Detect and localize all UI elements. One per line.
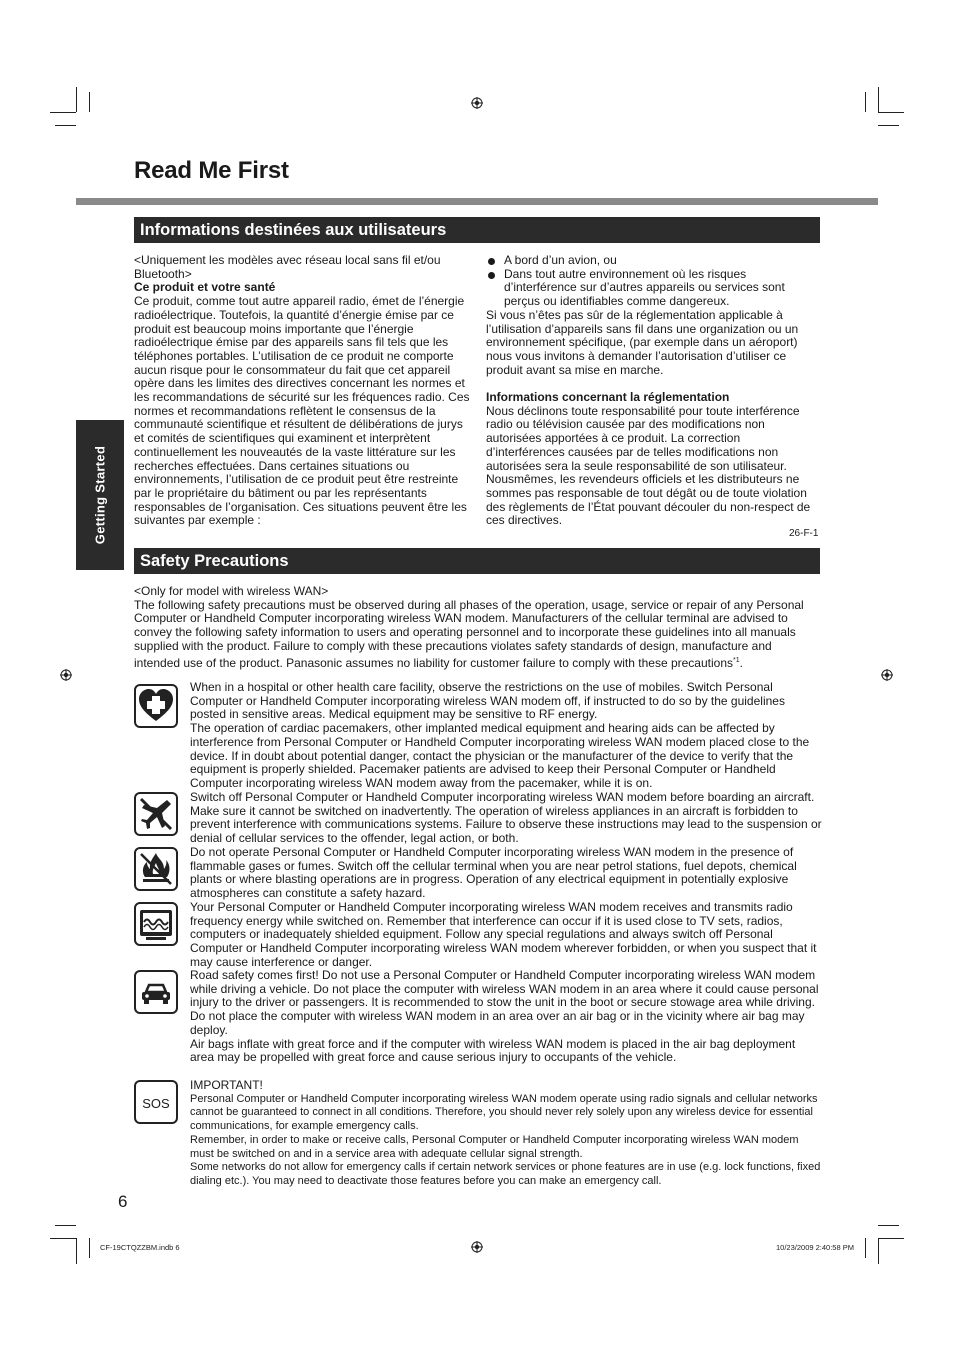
safety-item-road	[190, 969, 822, 1065]
safety-intro	[134, 585, 820, 670]
paragraph: Road safety comes first! Do not use a Personal Computer or Handheld Computer incorporating wireless WAN modem while driving a vehicle. Do not place the computer with wireless WAN modem in an area where it could cause personal injury to the driver or passengers. It is recommended to stow the unit in the boot or secure stowage area while driving.	[190, 968, 819, 1010]
crop-mark	[76, 87, 77, 112]
page-title: Read Me First	[134, 157, 289, 184]
section-heading: Safety Precautions	[140, 552, 289, 570]
registration-mark-icon	[471, 97, 483, 109]
crop-mark	[865, 92, 866, 112]
sos-icon	[134, 1080, 178, 1124]
intro-end: .	[739, 655, 743, 670]
bullet-item: Dans tout autre environnement où les risques d’interférence sur d’autres appareils ou services sont perçus ou identifiables comme dangereux.	[486, 268, 822, 309]
footer-file: CF-19CTQZZBM.indb 6	[100, 1243, 180, 1252]
crop-mark	[50, 112, 76, 113]
subheading: Ce produit et votre santé	[134, 280, 276, 295]
section-heading-bar	[134, 217, 820, 243]
registration-mark-icon	[60, 669, 72, 681]
crop-mark	[878, 125, 899, 126]
model-note: <Uniquement les modèles avec réseau local sans fil et/ou Bluetooth>	[134, 253, 441, 281]
crop-mark	[865, 1238, 866, 1258]
car-icon	[134, 970, 178, 1014]
crop-mark	[878, 1238, 879, 1264]
paragraph: Remember, in order to make or receive calls, Personal Computer or Handheld Computer incorporating wireless WAN modem must be switched on and in a service area with adequate cellular signal strength.	[190, 1133, 799, 1160]
paragraph: When in a hospital or other health care facility, observe the restrictions on the use of mobiles. Switch Personal Computer or Handheld Computer incorporating wireless WAN modem off, if instructed to do so by the guidelines posted in sensitive areas. Medical equipment may be sensitive to RF energy.	[190, 680, 785, 722]
crop-mark	[55, 1225, 76, 1226]
paragraph	[134, 599, 820, 671]
footer-timestamp: 10/23/2009 2:40:58 PM	[776, 1243, 854, 1252]
page-number: 6	[118, 1192, 128, 1211]
crop-mark	[89, 92, 90, 112]
paragraph: Air bags inflate with great force and if the computer with wireless WAN modem is placed in the air bag deployment area may be propelled with great force and cause serious injury to occupants of the vehicle.	[190, 1036, 796, 1065]
footnote-ref: *1	[733, 656, 740, 664]
tv-interference-icon	[134, 902, 178, 946]
crop-mark	[878, 1225, 899, 1226]
subheading: Informations concernant la réglementation	[486, 390, 730, 405]
section-heading-bar	[134, 548, 820, 574]
side-tab-label: Getting Started	[92, 445, 108, 545]
paragraph: IMPORTANT!	[190, 1078, 263, 1092]
no-aircraft-icon	[134, 792, 178, 836]
registration-mark-icon	[471, 1241, 483, 1253]
paragraph: The operation of cardiac pacemakers, other implanted medical equipment and hearing aids can be affected by interference from Personal Computer or Handheld Computer incorporating wireless WAN modem placed close to the device. If in doubt about potential danger, contact the physician or the manufacturer of the device to verify that the equipment is properly shielded. Pacemaker patients are advised to keep their Personal Computer or Handheld Computer incorporating wireless WAN modem away from the pacemaker, while it is on.	[190, 721, 810, 790]
safety-item-interference	[190, 901, 822, 970]
paragraph: Nous déclinons toute responsabilité pour toute interférence radio ou télévision causée par des modifications non autorisées apportées à ce produit. La correction d’interférences causées par de telles modifications non autorisées sera la seule responsabilité de son utilisateur. Nousmêmes, les revendeurs officiels et les distributeurs ne sommes pas responsable de tout dégât ou de toute violation des règlements de l’État pouvant découler du non-respect de ces directives.	[486, 403, 811, 528]
crop-mark	[76, 1238, 77, 1264]
intro-text: The following safety precautions must be observed during all phases of the operation, usage, service or repair of any Personal Computer or Handheld Computer incorporating wireless WAN modem. Manufacturers of the cellular terminal are advised to convey the following safety information to users and operating personnel and to incorporate these guidelines into all manuals supplied with the product. Failure to comply with these precautions violates safety standards of design, manufacture and intended use of the product. Panasonic assumes no liability for customer failure to comply with these precautions	[134, 597, 804, 670]
paragraph: Switch off Personal Computer or Handheld Computer incorporating wireless WAN modem before boarding an aircraft. Make sure it cannot be switched on inadvertently. The operation of wireless appliances in an aircraft is forbidden to prevent interference with communications systems. Failure to observe these instructions may lead to the suspension or denial of cellular services to the offender, legal action, or both.	[190, 790, 822, 846]
fr-right-column	[486, 254, 822, 528]
flammable-icon	[134, 847, 178, 891]
crop-mark	[89, 1238, 90, 1258]
paragraph: Some networks do not allow for emergency calls if certain network services or phone features are in use (e.g. lock functions, fixed dialing etc.). You may need to deactivate those features before you can make an emergency call.	[190, 1161, 821, 1187]
paragraph: Ce produit, comme tout autre appareil radio, émet de l’énergie radioélectrique. Toutefois, la quantité d’énergie émise par ce produit est beaucoup moins importante que l’énergie radioélectrique émise par des appareils sans fil tels que les téléphones portables. L’utilisation de ce produit ne comporte aucun risque pour le consommateur du fait que cet appareil opère dans les limites des directives concernant les normes et les recommandations de sécurité sur les fréquences radio. Ces normes et recommandations reflètent le consensus de la communauté scientifique et résultent de délibérations de jurys et comités de scientifiques qui examinent et interprètent continuellement les nouveautés de la vaste littérature sur les recherches effectuées. Dans certaines situations ou environnements, l’utilisation de ce produit peut être restreinte par le propriétaire du bâtiment ou par les représentants responsables de l’organisation. Ces situations peuvent être les suivantes par exemple :	[134, 294, 470, 528]
section-heading: Informations destinées aux utilisateurs	[140, 221, 447, 239]
paragraph: Do not place the computer with wireless WAN modem in an area over an air bag or in the vicinity where air bag may deploy.	[190, 1009, 805, 1037]
crop-mark	[50, 1238, 76, 1239]
side-tab	[76, 420, 124, 570]
safety-item-hospital	[190, 681, 822, 791]
paragraph: Do not operate Personal Computer or Handheld Computer incorporating wireless WAN modem in the presence of flammable gases or fumes. Switch off the cellular terminal when you are near petrol stations, fuel depots, chemical plants or where blasting operations are in progress. Operation of any electrical equipment in potentially explosive atmospheres can constitute a safety hazard.	[190, 845, 797, 901]
safety-item-emergency	[190, 1079, 822, 1189]
header-rule	[76, 198, 878, 205]
medical-heart-icon	[134, 684, 178, 728]
paragraph: Si vous n’êtes pas sûr de la réglementation applicable à l’utilisation d’appareils sans fil dans une organization ou un environnement spécifique, (par exemple dans un aéroport) nous vous invitons à demander l’autorisation d’utiliser ce produit avant sa mise en marche.	[486, 307, 799, 377]
paragraph: Your Personal Computer or Handheld Computer incorporating wireless WAN modem receives and transmits radio frequency energy while switched on. Remember that interference can occur if it is used close to TV sets, radios, computers or inadequately shielded equipment. Follow any special regulations and always switch off Personal Computer or Handheld Computer incorporating wireless WAN modem wherever forbidden, or when you suspect that it may cause interference or danger.	[190, 900, 817, 969]
sos-label: SOS	[142, 1096, 170, 1111]
model-note: <Only for model with wireless WAN>	[134, 584, 329, 598]
crop-mark	[878, 1238, 904, 1239]
safety-item-flammable	[190, 846, 822, 901]
crop-mark	[55, 125, 76, 126]
crop-mark	[878, 112, 904, 113]
paragraph: Personal Computer or Handheld Computer incorporating wireless WAN modem operate using radio signals and cellular networks cannot be guaranteed to connect in all conditions. Therefore, you should never rely solely upon any wireless device for essential communications, for example emergency calls.	[190, 1092, 818, 1133]
crop-mark	[878, 87, 879, 112]
bullet-item: A bord d’un avion, ou	[486, 254, 822, 268]
fr-left-column	[134, 254, 472, 528]
reference-code: 26-F-1	[789, 528, 819, 539]
registration-mark-icon	[881, 669, 893, 681]
safety-item-aircraft	[190, 791, 822, 846]
